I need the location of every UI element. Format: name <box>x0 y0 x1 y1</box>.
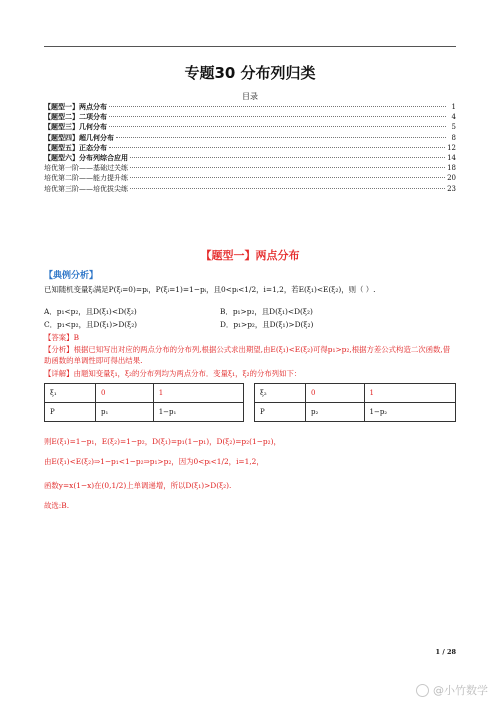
table-cell: 1 <box>153 384 243 403</box>
solution-line-1: 则E(ξ₁)=1−p₁，E(ξ₂)=1−p₂，D(ξ₁)=p₁(1−p₁)，D(ξ₂)=p₂(1−p₂)， <box>44 437 281 446</box>
table-cell: ξ₁ <box>45 384 96 403</box>
header-rule <box>44 46 456 47</box>
document-title: 专题30 分布列归类 <box>184 64 316 82</box>
page-number: 1 / 28 <box>435 648 456 656</box>
toc-entry-label: 【题型三】几何分布 <box>44 122 107 132</box>
distribution-table-xi2 <box>254 383 456 422</box>
table-cell: 1−p₁ <box>153 403 243 422</box>
toc-entry[interactable] <box>44 184 456 194</box>
toc-leader-dots <box>130 188 445 189</box>
option-d: D．p₁>p₂，且D(ξ₁)>D(ξ₂) <box>220 320 314 329</box>
toc-entry-label: 【题型六】分布列综合应用 <box>44 153 128 163</box>
toc-leader-dots <box>116 137 446 138</box>
section-type-heading: 【题型一】两点分布 <box>200 249 300 262</box>
table-row <box>255 403 456 422</box>
analysis-text: 【分析】根据已知写出对应的两点分布的分布列,根据公式求出期望,由E(ξ₁)<E(ξ₂)可得p₁>p₂,根据方差公式构造二次函数,借助函数的单调性即可得出结果. <box>44 345 451 365</box>
solution-line-3: 函数y=x(1−x)在(0,1/2)上单调递增，所以D(ξ₁)>D(ξ₂). <box>44 481 232 490</box>
toc-entry-page: 4 <box>451 113 456 122</box>
watermark-icon <box>416 684 429 697</box>
toc-entry-page: 8 <box>451 133 456 142</box>
toc-entry-label: 培优第一阶——基础过关练 <box>44 164 128 173</box>
table-cell: 0 <box>96 384 154 403</box>
table-row <box>255 384 456 403</box>
option-a: A．p₁<p₂，且D(ξ₁)<D(ξ₂) <box>44 307 137 316</box>
toc-leader-dots <box>130 167 445 168</box>
toc-entry[interactable] <box>44 173 456 183</box>
toc-entry-page: 12 <box>447 143 456 152</box>
table-row <box>45 384 244 403</box>
table-cell: P <box>45 403 96 422</box>
toc-entry-label: 【题型四】超几何分布 <box>44 132 114 142</box>
toc-entry[interactable] <box>44 143 456 153</box>
option-b: B．p₁>p₂，且D(ξ₁)<D(ξ₂) <box>220 307 313 316</box>
toc-entry-page: 14 <box>447 154 456 163</box>
toc-entry-page: 1 <box>451 103 456 111</box>
option-c: C．p₁<p₂，且D(ξ₁)>D(ξ₂) <box>44 320 138 329</box>
toc-leader-dots <box>109 116 446 117</box>
solution-line-2: 由E(ξ₁)<E(ξ₂)⇒1−p₁<1−p₂⇒p₁>p₂，因为0<pᵢ<1/2，i=1,2， <box>44 457 264 466</box>
table-of-contents <box>44 102 456 194</box>
toc-entry[interactable] <box>44 122 456 132</box>
table-cell: P <box>255 403 306 422</box>
table-row <box>45 403 244 422</box>
table-cell: 1−p₂ <box>364 403 456 422</box>
toc-entry-page: 18 <box>447 164 456 173</box>
solution-line-4: 故选:B. <box>44 501 70 510</box>
toc-leader-dots <box>130 177 445 178</box>
toc-entry-label: 培优第二阶——能力提升练 <box>44 174 128 183</box>
toc-entry-label: 【题型五】正态分布 <box>44 142 107 152</box>
table-cell: 0 <box>306 384 365 403</box>
toc-entry[interactable] <box>44 102 456 112</box>
toc-leader-dots <box>109 147 445 148</box>
toc-entry-page: 23 <box>447 184 456 193</box>
toc-entry[interactable] <box>44 163 456 173</box>
toc-leader-dots <box>109 126 446 127</box>
toc-entry[interactable] <box>44 133 456 143</box>
toc-entry-page: 5 <box>451 123 456 132</box>
watermark <box>416 682 488 698</box>
table-cell: ξ₂ <box>255 384 306 403</box>
toc-entry-page: 20 <box>447 174 456 183</box>
answer-line: 【答案】B <box>44 333 79 342</box>
table-cell: p₂ <box>306 403 365 422</box>
problem-statement: 已知随机变量ξᵢ满足P(ξᵢ=0)=pᵢ，P(ξᵢ=1)=1−pᵢ，且0<pᵢ<1/2，i=1,2，若E(ξ₁)<E(ξ₂)，则（ ）. <box>44 285 376 294</box>
toc-entry-label: 培优第三阶——培优拔尖练 <box>44 184 128 193</box>
toc-leader-dots <box>109 106 446 107</box>
toc-entry-label: 【题型一】两点分布 <box>44 102 107 111</box>
toc-heading: 目录 <box>242 92 258 101</box>
toc-leader-dots <box>130 157 445 158</box>
table-cell: p₁ <box>96 403 154 422</box>
toc-entry[interactable] <box>44 153 456 163</box>
example-analysis-heading: 【典例分析】 <box>44 271 99 281</box>
toc-entry[interactable] <box>44 112 456 122</box>
detail-text: 【详解】由题知变量ξ₁，ξ₂的分布列均为两点分布．变量ξ₁，ξ₂的分布列如下： <box>44 369 302 378</box>
table-cell: 1 <box>364 384 456 403</box>
toc-entry-label: 【题型二】二项分布 <box>44 112 107 122</box>
watermark-text: @小竹数学 <box>433 684 488 697</box>
distribution-table-xi1 <box>44 383 244 422</box>
